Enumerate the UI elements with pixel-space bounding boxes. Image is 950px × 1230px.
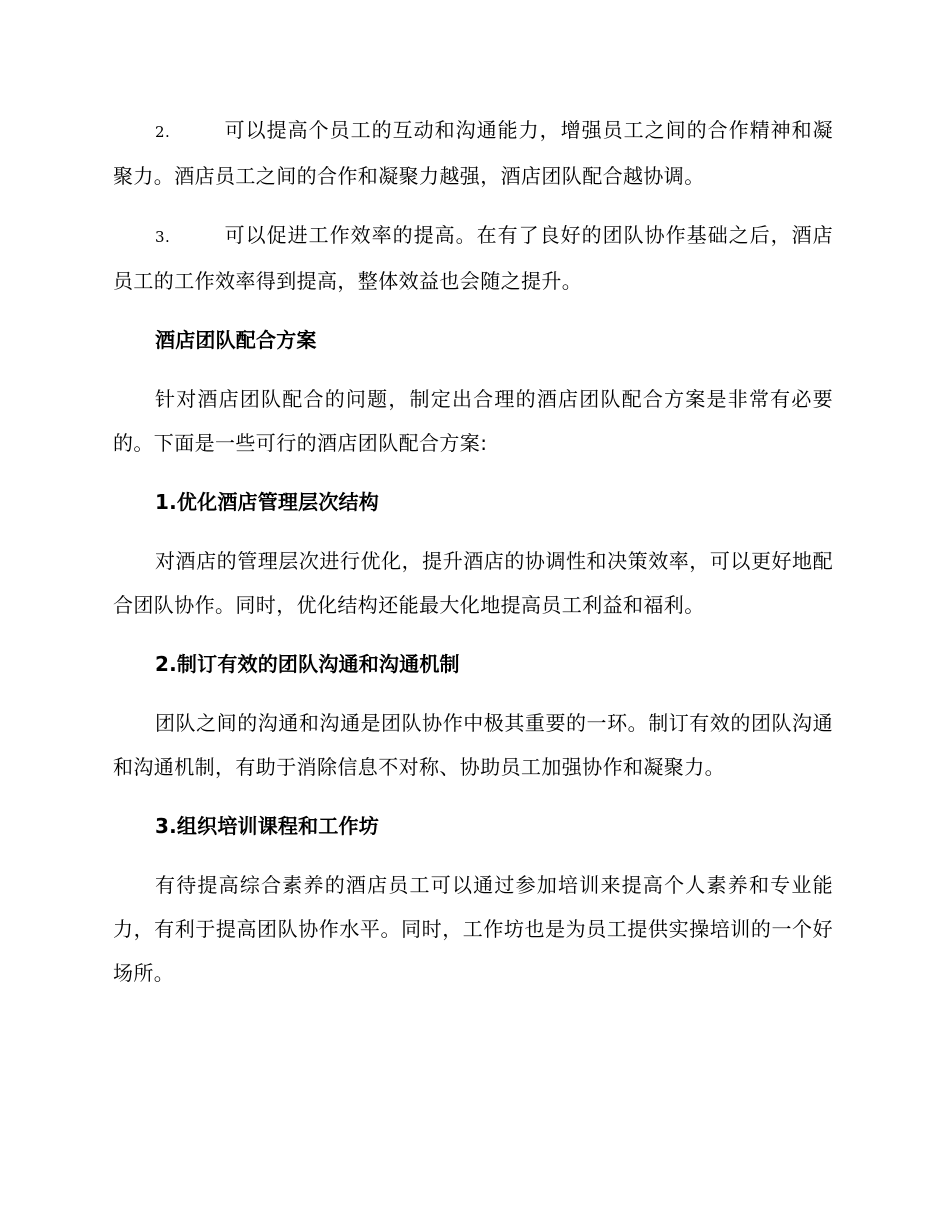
intro-paragraph: 针对酒店团队配合的问题，制定出合理的酒店团队配合方案是非常有必要的。下面是一些可行的酒店团队配合方案: [113, 387, 833, 455]
list-item-text: 可以促进工作效率的提高。在有了良好的团队协作基础之后，酒店员工的工作效率得到提高，整体效益也会随之提升。 [113, 223, 833, 293]
subsection-heading: 1.优化酒店管理层次结构 [155, 490, 379, 514]
list-item-number: 3. [155, 228, 171, 246]
list-item [113, 108, 833, 198]
subsection-paragraph: 团队之间的沟通和沟通是团队协作中极其重要的一环。制订有效的团队沟通和沟通机制，有助于消除信息不对称、协助员工加强协作和凝聚力。 [113, 711, 833, 779]
subsection-heading: 2.制订有效的团队沟通和沟通机制 [155, 652, 460, 676]
document-body [113, 108, 833, 1010]
list-item [113, 213, 833, 303]
subsection-paragraph: 有待提高综合素养的酒店员工可以通过参加培训来提高个人素养和专业能力，有利于提高团队协作水平。同时，工作坊也是为员工提供实操培训的一个好场所。 [113, 873, 833, 985]
subsection-paragraph: 对酒店的管理层次进行优化，提升酒店的协调性和决策效率，可以更好地配合团队协作。同时，优化结构还能最大化地提高员工利益和福利。 [113, 549, 833, 617]
list-item-text: 可以提高个员工的互动和沟通能力，增强员工之间的合作精神和凝聚力。酒店员工之间的合作和凝聚力越强，酒店团队配合越协调。 [113, 118, 833, 188]
subsection-heading: 3.组织培训课程和工作坊 [155, 814, 379, 838]
section-heading: 酒店团队配合方案 [155, 328, 317, 352]
list-item-number: 2. [155, 123, 171, 141]
